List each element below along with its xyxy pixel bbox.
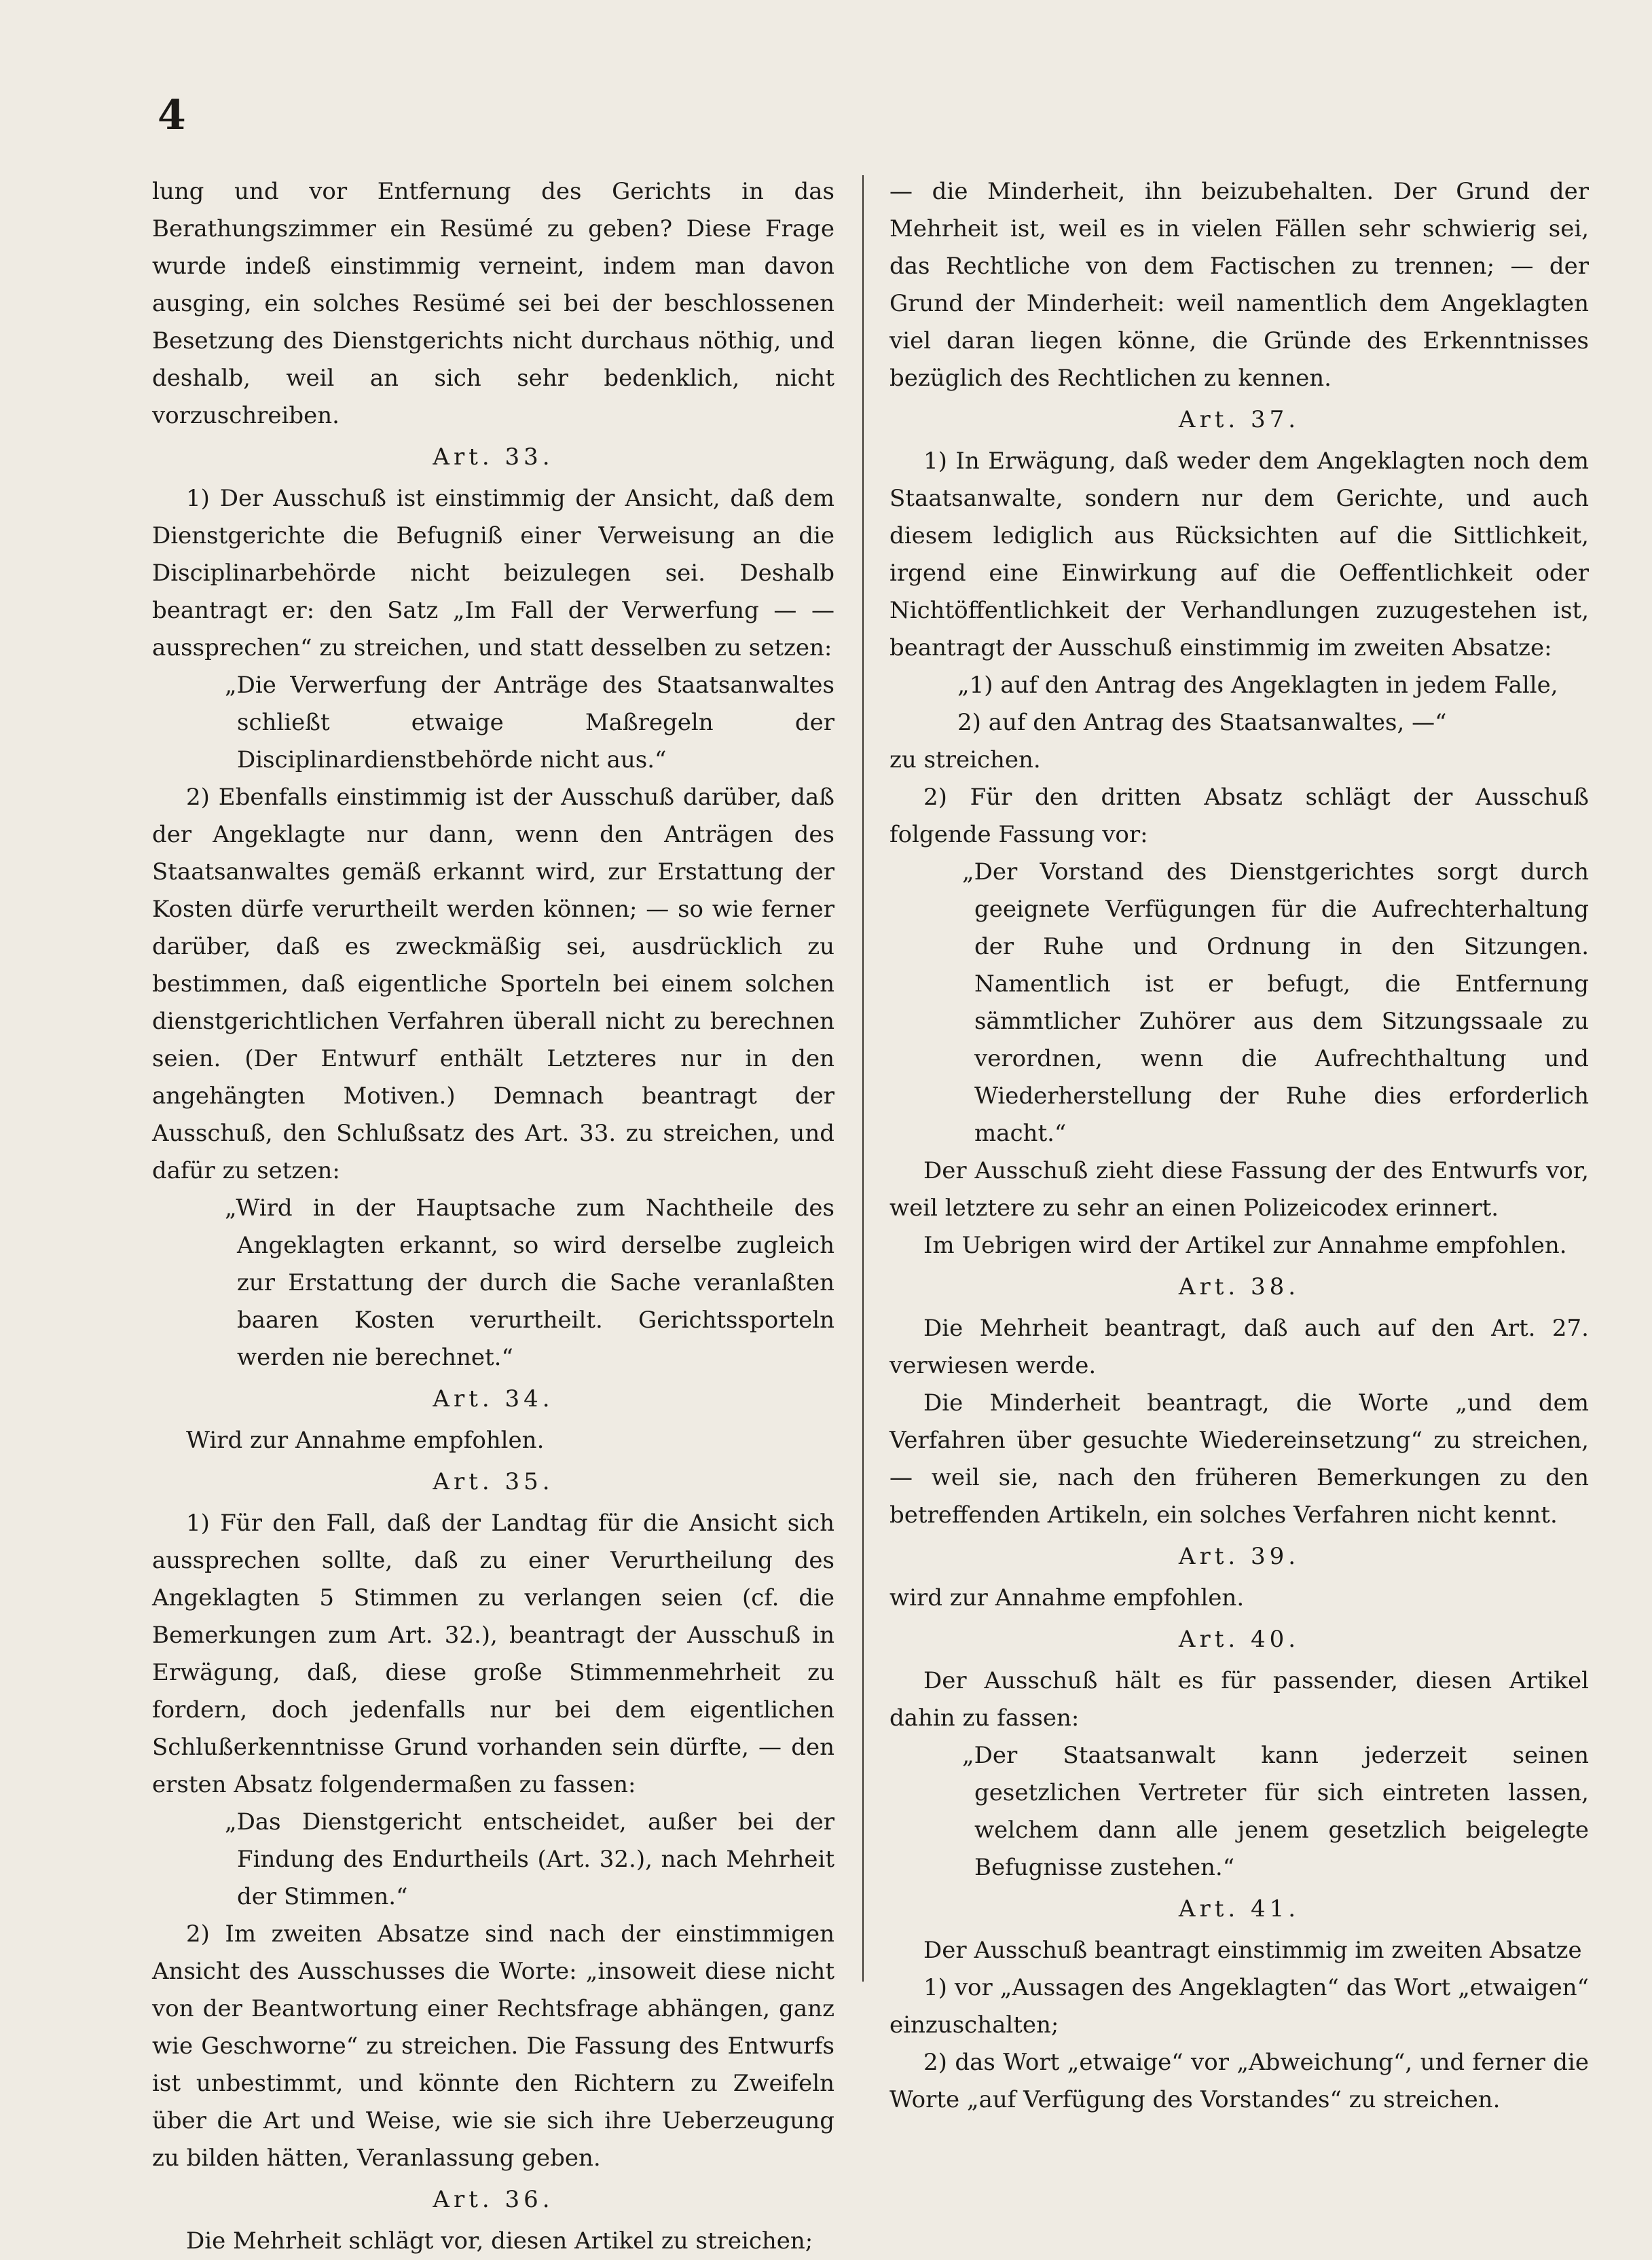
paragraph: lung und vor Entfernung des Gerichts in das Berathungszimmer ein Resümé zu geben? Diese Frage wurde indeß einstimmig verneint, indem man davon ausging, ein solches Resümé sei bei der beschlossenen Besetzung des Dienstgerichts nicht durchaus nöthig, und deshalb, weil an sich sehr bedenklich, nicht vorzuschreiben.	[152, 178, 834, 429]
paragraph: 2) das Wort „etwaige“ vor „Abweichung“, und ferner die Worte „auf Verfügung des Vorstandes“ zu streichen.	[889, 2049, 1589, 2113]
article-heading: Art. 37.	[1178, 406, 1300, 433]
article-heading: Art. 34.	[433, 1385, 554, 1412]
quoted-text: „Der Staatsanwalt kann jederzeit seinen gesetzlichen Vertreter für sich eintreten lassen, welchem dann alle jenem gesetzlich beigelegte Befugnisse zustehen.“	[962, 1742, 1589, 1881]
right-column	[889, 173, 1589, 2119]
paragraph: 1) vor „Aussagen des Angeklagten“ das Wort „etwaigen“ einzuschalten;	[889, 1974, 1589, 2039]
paragraph: 2) Ebenfalls einstimmig ist der Ausschuß darüber, daß der Angeklagte nur dann, wenn den Anträgen des Staatsanwaltes gemäß erkannt wird, zur Erstattung der Kosten dürfe verurtheilt werden können; — so wie ferner darüber, daß es zweckmäßig sei, ausdrücklich zu bestimmen, daß eigentliche Sporteln bei einem solchen dienstgerichtlichen Verfahren überall nicht zu berechnen seien. (Der Entwurf enthält Letzteres nur in den angehängten Motiven.) Demnach beantragt der Ausschuß, den Schlußsatz des Art. 33. zu streichen, und dafür zu setzen:	[152, 784, 834, 1184]
article-heading: Art. 39.	[1178, 1543, 1300, 1570]
paragraph: Im Uebrigen wird der Artikel zur Annahme empfohlen.	[923, 1232, 1567, 1259]
article-heading: Art. 40.	[1178, 1626, 1300, 1653]
article-heading: Art. 41.	[1178, 1895, 1300, 1922]
left-column	[152, 173, 834, 2260]
paragraph: Wird zur Annahme empfohlen.	[186, 1427, 545, 1454]
list-item: 2) auf den Antrag des Staatsanwaltes, —“	[957, 709, 1447, 736]
article-heading: Art. 38.	[1178, 1273, 1300, 1300]
paragraph: 1) In Erwägung, daß weder dem Angeklagten noch dem Staatsanwalte, sondern nur dem Gerichte, und auch diesem lediglich aus Rücksichten auf die Sittlichkeit, irgend eine Einwirkung auf die Oeffentlichkeit oder Nichtöffentlichkeit der Verhandlungen zuzugestehen ist, beantragt der Ausschuß einstimmig im zweiten Absatze:	[889, 448, 1589, 661]
quoted-text: „Die Verwerfung der Anträge des Staatsanwaltes schließt etwaige Maßregeln der Disciplinardienstbehörde nicht aus.“	[225, 672, 834, 773]
column-divider	[862, 175, 864, 1982]
paragraph: Der Ausschuß zieht diese Fassung der des Entwurfs vor, weil letztere zu sehr an einen Polizeicodex erinnert.	[889, 1157, 1589, 1222]
paragraph: — die Minderheit, ihn beizubehalten. Der Grund der Mehrheit ist, weil es in vielen Fällen sehr schwierig sei, das Rechtliche von dem Factischen zu trennen; — der Grund der Minderheit: weil namentlich dem Angeklagten viel daran liegen könne, die Gründe des Erkenntnisses bezüglich des Rechtlichen zu kennen.	[889, 178, 1589, 392]
paragraph: 2) Im zweiten Absatze sind nach der einstimmigen Ansicht des Ausschusses die Worte: „insoweit diese nicht von der Beantwortung einer Rechtsfrage abhängen, ganz wie Geschworne“ zu streichen. Die Fassung des Entwurfs ist unbestimmt, und könnte den Richtern zu Zweifeln über die Art und Weise, wie sie sich ihre Ueberzeugung zu bilden hätten, Veranlassung geben.	[152, 1920, 834, 2172]
paragraph: Der Ausschuß hält es für passender, diesen Artikel dahin zu fassen:	[889, 1667, 1589, 1732]
paragraph: 1) Der Ausschuß ist einstimmig der Ansicht, daß dem Dienstgerichte die Befugniß einer Verweisung an die Disciplinarbehörde nicht beizulegen sei. Deshalb beantragt er: den Satz „Im Fall der Verwerfung — — aussprechen“ zu streichen, und statt desselben zu setzen:	[152, 485, 834, 661]
list-item: „1) auf den Antrag des Angeklagten in jedem Falle,	[957, 672, 1558, 699]
paragraph: Der Ausschuß beantragt einstimmig im zweiten Absatze	[923, 1937, 1582, 1964]
paragraph: Die Mehrheit beantragt, daß auch auf den Art. 27. verwiesen werde.	[889, 1315, 1589, 1379]
page-number: 4	[158, 92, 186, 139]
quoted-text: „Der Vorstand des Dienstgerichtes sorgt durch geeignete Verfügungen für die Aufrechterhaltung der Ruhe und Ordnung in den Sitzungen. Namentlich ist er befugt, die Entfernung sämmtlicher Zuhörer aus dem Sitzungssaale zu verordnen, wenn die Aufrechthaltung und Wiederherstellung der Ruhe dies erforderlich macht.“	[962, 858, 1589, 1147]
article-heading: Art. 33.	[433, 443, 554, 471]
paragraph: Die Minderheit beantragt, die Worte „und dem Verfahren über gesuchte Wiedereinsetzung“ zu streichen, — weil sie, nach den früheren Bemerkungen zu den betreffenden Artikeln, ein solches Verfahren nicht kennt.	[889, 1389, 1589, 1529]
article-heading: Art. 35.	[433, 1468, 554, 1495]
article-heading: Art. 36.	[433, 2186, 554, 2213]
paragraph: wird zur Annahme empfohlen.	[889, 1584, 1245, 1611]
quoted-text: „Wird in der Hauptsache zum Nachtheile des Angeklagten erkannt, so wird derselbe zugleich zur Erstattung der durch die Sache veranlaßten baaren Kosten verurtheilt. Gerichtssporteln werden nie berechnet.“	[225, 1195, 834, 1371]
quoted-text: „Das Dienstgericht entscheidet, außer bei der Findung des Endurtheils (Art. 32.), nach Mehrheit der Stimmen.“	[225, 1808, 834, 1910]
paragraph: 1) Für den Fall, daß der Landtag für die Ansicht sich aussprechen sollte, daß zu einer Verurtheilung des Angeklagten 5 Stimmen zu verlangen seien (cf. die Bemerkungen zum Art. 32.), beantragt der Ausschuß in Erwägung, daß, diese große Stimmenmehrheit zu fordern, doch jedenfalls nur bei dem eigentlichen Schlußerkenntnisse Grund vorhanden sein dürfte, — den ersten Absatz folgendermaßen zu fassen:	[152, 1510, 834, 1798]
paragraph: Die Mehrheit schlägt vor, diesen Artikel zu streichen;	[186, 2227, 813, 2255]
paragraph: 2) Für den dritten Absatz schlägt der Ausschuß folgende Fassung vor:	[889, 784, 1589, 848]
paragraph: zu streichen.	[889, 746, 1041, 773]
